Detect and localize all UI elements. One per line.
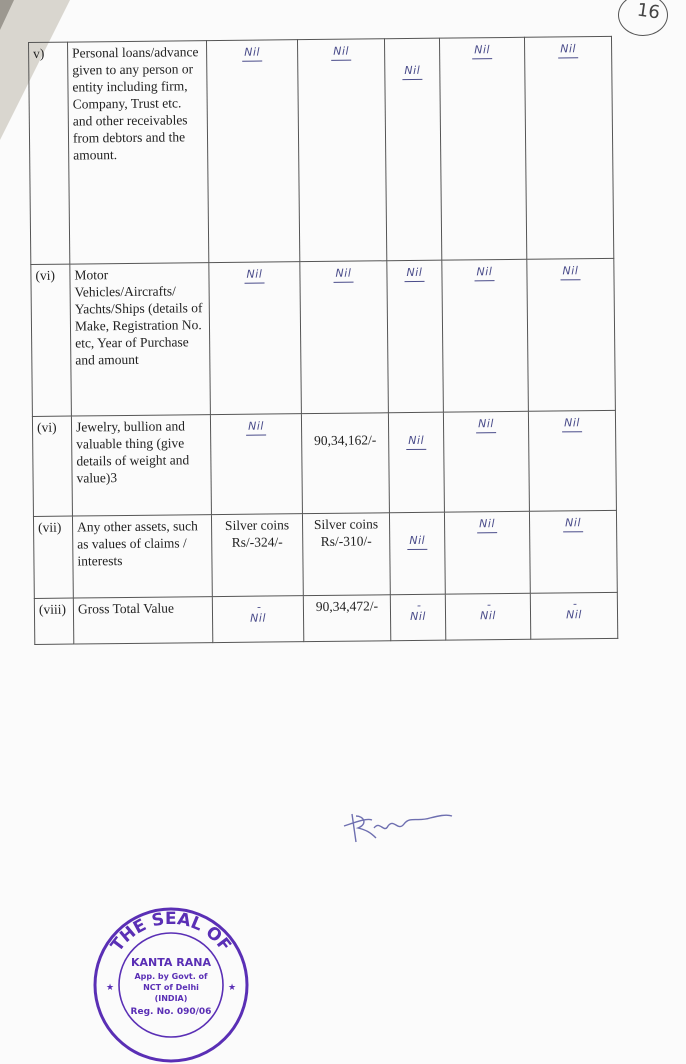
value-cell: Nil [558, 40, 578, 58]
seal-line1: App. by Govt. of [134, 972, 208, 981]
row-number: v) [29, 42, 70, 264]
star-icon: ★ [106, 982, 115, 992]
table-row [33, 510, 617, 598]
row-description: Jewelry, bullion and valuable thing (give details of weight and value)3 [71, 415, 211, 516]
seal-top-text: THE SEAL OF [107, 909, 235, 956]
page-number-circle [618, 0, 668, 36]
seal-line2: NCT of Delhi [143, 983, 199, 992]
handwritten-signature [338, 804, 458, 849]
row-number: (vi) [32, 416, 72, 516]
row-number: (vii) [33, 516, 73, 598]
value-cell: Nil [246, 418, 266, 436]
star-icon: ★ [228, 982, 237, 992]
value-cell: Silver coins Rs/-324/- [211, 514, 303, 597]
value-cell: Nil [404, 264, 424, 282]
value-cell: Nil [474, 263, 494, 281]
value-cell: Nil [477, 515, 497, 533]
value-cell: Silver coins Rs/-310/- [302, 513, 390, 596]
value-cell: Nil [402, 62, 422, 80]
row-description: Gross Total Value [73, 597, 212, 644]
paper-fold-shadow [0, 0, 14, 30]
table-row [34, 592, 617, 644]
value-cell: 90,34,162/- [301, 413, 389, 514]
value-cell: Nil [476, 415, 496, 433]
seal-name: KANTA RANA [131, 956, 211, 969]
value-cell: Nil [244, 266, 264, 284]
row-description: Personal loans/advance given to any person or entity including firm, Company, Trust etc. and other receivables from debtors and the amount. [68, 41, 209, 264]
value-cell: 90,34,472/- [303, 595, 390, 642]
page-number: 16 [635, 0, 662, 24]
row-description: Any other assets, such as values of claims / interests [72, 515, 212, 598]
value-cell: Nil [407, 532, 427, 550]
value-cell: - Nil [478, 607, 498, 624]
table-row [32, 410, 616, 516]
official-seal-stamp [92, 906, 250, 1064]
seal-line3: (INDIA) [154, 994, 188, 1003]
value-cell: - Nil [408, 608, 428, 625]
table-row [29, 36, 614, 264]
row-number: (vi) [31, 264, 72, 416]
table-row [31, 258, 616, 416]
row-description: Motor Vehicles/Aircrafts/ Yachts/Ships (details of Make, Registration No. etc, Year of Purchase and amount [70, 263, 211, 416]
value-cell: Nil [333, 265, 353, 283]
value-cell: - Nil [564, 606, 584, 623]
value-cell: - Nil [248, 610, 268, 627]
value-cell: Nil [331, 43, 351, 61]
value-cell: Nil [560, 262, 580, 280]
value-cell: Nil [472, 41, 492, 59]
value-cell: Nil [242, 44, 262, 62]
seal-reg: Reg. No. 090/06 [130, 1007, 212, 1017]
value-cell: Nil [406, 432, 426, 450]
value-cell: Nil [562, 414, 582, 432]
row-number: (viii) [34, 598, 73, 644]
assets-table [28, 36, 618, 645]
value-cell: Nil [563, 514, 583, 532]
